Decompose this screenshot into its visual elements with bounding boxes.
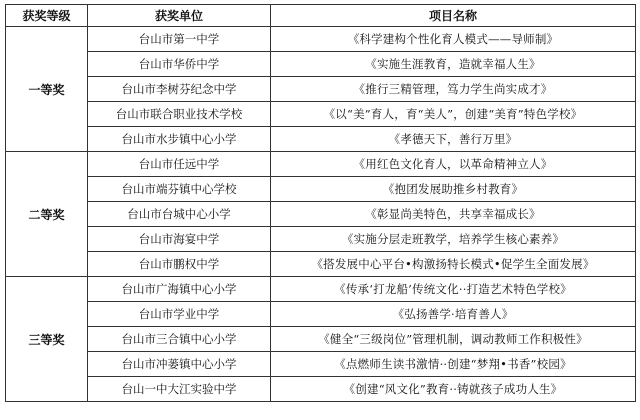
unit-cell: 台山市联合职业技术学校 <box>88 102 271 127</box>
project-cell: 《实施分层走班教学，培养学生核心素养》 <box>271 227 636 252</box>
table-row <box>6 202 636 227</box>
unit-cell: 台山市任远中学 <box>88 152 271 177</box>
table-row <box>6 152 636 177</box>
project-cell: 《以“美”育人，育“美人”，创建“美育”特色学校》 <box>271 102 636 127</box>
table-row <box>6 377 636 402</box>
project-cell: 《孝德天下，善行万里》 <box>271 127 636 152</box>
award-level-first: 一等奖 <box>6 27 88 152</box>
unit-cell: 台山市鹏权中学 <box>88 252 271 277</box>
table-header-row <box>6 5 636 27</box>
project-cell: 《健全“三级岗位”管理机制，调动教师工作积极性》 <box>271 327 636 352</box>
table-row <box>6 27 636 52</box>
unit-cell: 台山市台城中心小学 <box>88 202 271 227</box>
table-row <box>6 352 636 377</box>
header-award-unit: 获奖单位 <box>88 5 271 27</box>
unit-cell: 台山市冲蒌镇中心小学 <box>88 352 271 377</box>
header-project-name: 项目名称 <box>271 5 636 27</box>
unit-cell: 台山市三合镇中心小学 <box>88 327 271 352</box>
table-row <box>6 77 636 102</box>
table-row <box>6 227 636 252</box>
table-row <box>6 127 636 152</box>
table-row <box>6 177 636 202</box>
project-cell: 《搭发展中心平台•构激扬特长模式•促学生全面发展》 <box>271 252 636 277</box>
unit-cell: 台山市华侨中学 <box>88 52 271 77</box>
project-cell: 《创建“风文化”教育··铸就孩子成功人生》 <box>271 377 636 402</box>
unit-cell: 台山一中大江实验中学 <box>88 377 271 402</box>
project-cell: 《实施生涯教育，造就幸福人生》 <box>271 52 636 77</box>
unit-cell: 台山市端芬镇中心学校 <box>88 177 271 202</box>
project-cell: 《抱团发展助推乡村教育》 <box>271 177 636 202</box>
unit-cell: 台山市广海镇中心小学 <box>88 277 271 302</box>
project-cell: 《科学建构个性化育人模式——导师制》 <box>271 27 636 52</box>
project-cell: 《彰显尚美特色，共享幸福成长》 <box>271 202 636 227</box>
project-cell: 《推行三精管理，笃力学生尚实成才》 <box>271 77 636 102</box>
unit-cell: 台山市学业中学 <box>88 302 271 327</box>
table-row <box>6 102 636 127</box>
project-cell: 《弘扬善学·培育善人》 <box>271 302 636 327</box>
award-level-third: 三等奖 <box>6 277 88 402</box>
award-level-second: 二等奖 <box>6 152 88 277</box>
awards-table <box>5 4 636 402</box>
project-cell: 《传承‘打龙船’传统文化··打造艺术特色学校》 <box>271 277 636 302</box>
awards-table-container <box>5 4 635 402</box>
table-row <box>6 327 636 352</box>
project-cell: 《用红色文化育人，以革命精神立人》 <box>271 152 636 177</box>
table-row <box>6 52 636 77</box>
unit-cell: 台山市水步镇中心小学 <box>88 127 271 152</box>
table-row <box>6 252 636 277</box>
header-award-level: 获奖等级 <box>6 5 88 27</box>
unit-cell: 台山市第一中学 <box>88 27 271 52</box>
project-cell: 《点燃师生读书激情··创建“梦翔•书香”校园》 <box>271 352 636 377</box>
unit-cell: 台山市李树芬纪念中学 <box>88 77 271 102</box>
table-row <box>6 302 636 327</box>
unit-cell: 台山市海宴中学 <box>88 227 271 252</box>
table-row <box>6 277 636 302</box>
